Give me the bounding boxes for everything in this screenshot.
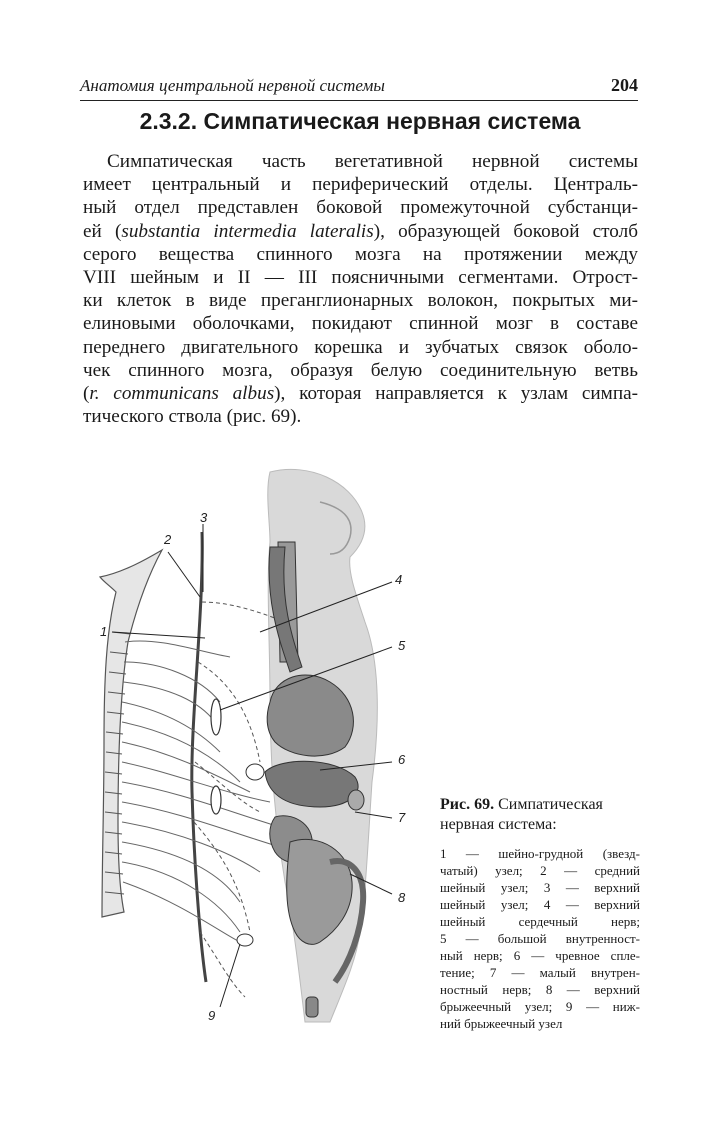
caption-title	[440, 795, 640, 835]
figure-label: 3	[200, 510, 208, 525]
body-paragraph	[83, 150, 638, 428]
legend-line: ностный нерв; 8 — верхний	[440, 982, 640, 997]
paragraph-line: ный отдел представлен боковой промежуточной субстанци-	[83, 197, 638, 219]
bladder	[306, 997, 318, 1017]
paragraph-line: чек спинного мозга, образуя белую соединительную ветвь	[83, 359, 638, 381]
anatomy-illustration	[80, 462, 420, 1042]
paragraph-line: серого вещества спинного мозга на протяжении между	[83, 243, 638, 265]
legend-line: шейный узел; 3 — верхний	[440, 880, 640, 895]
figure-label: 8	[398, 890, 406, 905]
legend-line: 1 — шейно-грудной (звезд-	[440, 846, 640, 861]
legend-line: шейный сердечный нерв;	[440, 914, 640, 929]
legend-line: чатый) узел; 2 — средний	[440, 863, 640, 878]
latin-term: substantia intermedia lateralis	[121, 220, 374, 242]
paragraph-line	[83, 220, 638, 243]
sympathetic-system-figure	[80, 462, 420, 1042]
caption-number: Рис. 69.	[440, 796, 495, 813]
legend-line: тение; 7 — малый внутрен-	[440, 965, 640, 980]
paragraph-line: имеет центральный и периферический отделы. Централь-	[83, 174, 638, 196]
paragraph-line: елиновыми оболочками, покидают спинной мозг в составе	[83, 313, 638, 335]
figure-legend	[440, 845, 640, 1032]
running-header	[80, 76, 640, 100]
ganglion	[237, 934, 253, 946]
figure-caption	[440, 795, 640, 1032]
figure-label: 5	[398, 638, 406, 653]
header-rule	[80, 100, 638, 101]
ganglion	[246, 764, 264, 780]
text-run: ), которая направляется к узлам симпа-	[274, 383, 638, 405]
paragraph-line: Симпатическая часть вегетативной нервной системы	[107, 151, 638, 172]
kidney	[348, 790, 364, 810]
text-run: ей (	[83, 220, 122, 242]
spinal-cord	[100, 550, 162, 917]
figure-label: 4	[395, 572, 403, 587]
figure-label: 7	[398, 810, 406, 825]
legend-line: ний брыжеечный узел	[440, 1016, 563, 1031]
paragraph-line	[83, 382, 638, 405]
figure-label: 1	[100, 624, 108, 639]
legend-line: ный нерв; 6 — чревное спле-	[440, 948, 640, 963]
nerve-fibres	[122, 641, 280, 942]
latin-term: r. communicans albus	[89, 383, 275, 405]
paragraph-line: тического ствола (рис. 69).	[83, 406, 302, 428]
legend-line: брыжеечный узел; 9 — ниж-	[440, 999, 640, 1014]
legend-line: шейный узел; 4 — верхний	[440, 897, 640, 912]
text-run: (	[83, 383, 90, 405]
paragraph-line: переднего двигательного корешка и зубчатых связок оболо-	[83, 336, 638, 358]
figure-label: 9	[208, 1008, 216, 1023]
figure-label: 2	[164, 532, 172, 547]
figure-label: 6	[398, 752, 406, 767]
ganglion	[211, 786, 221, 814]
paragraph-line: ки клеток в виде преганглионарных волокон, покрытых ми-	[83, 290, 638, 312]
paragraph-line: VIII шейным и II — III поясничными сегментами. Отрост-	[83, 267, 638, 289]
text-run: ), образующей боковой столб	[373, 220, 638, 242]
running-title: Анатомия центральной нервной системы	[80, 76, 385, 95]
ganglion	[211, 699, 221, 735]
section-title: 2.3.2. Симпатическая нервная система	[139, 108, 581, 134]
caption-text: Симпатическая нервная система:	[440, 796, 603, 833]
page-number: 204	[611, 75, 638, 95]
legend-line: 5 — большой внутренност-	[440, 931, 640, 946]
